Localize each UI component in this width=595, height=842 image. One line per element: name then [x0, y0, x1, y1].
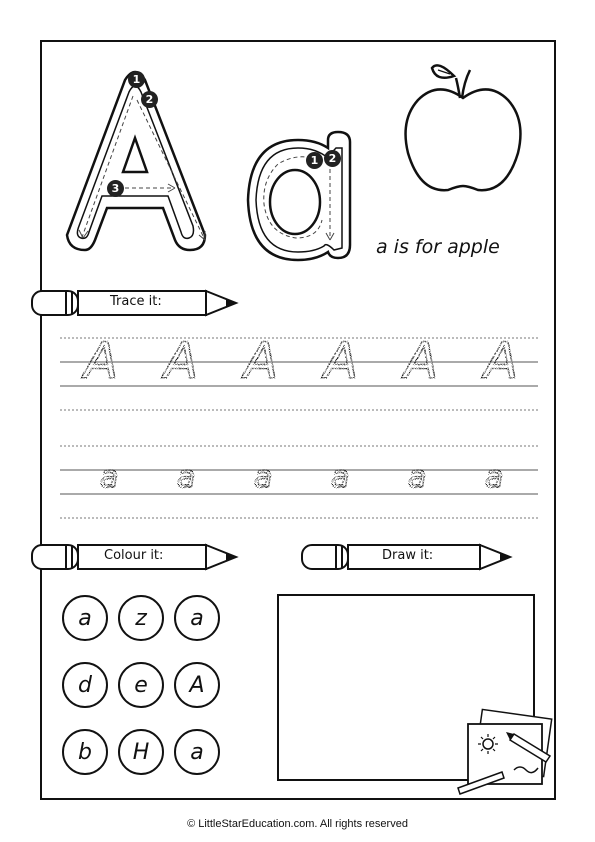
- drawing-paper-icon: [456, 710, 556, 795]
- step-badge: 2: [141, 91, 158, 108]
- trace-row-upper: [84, 332, 524, 392]
- trace-letter[interactable]: a: [177, 460, 196, 495]
- step-badge: 2: [324, 150, 341, 167]
- step-badge: 1: [306, 152, 323, 169]
- lowercase-letter-outline: [238, 130, 358, 265]
- trace-letter[interactable]: a: [485, 460, 504, 495]
- colour-bubble[interactable]: e: [118, 662, 164, 708]
- uppercase-letter-outline: [55, 60, 230, 260]
- colour-bubble[interactable]: a: [62, 595, 108, 641]
- colour-bubble[interactable]: z: [118, 595, 164, 641]
- trace-letter[interactable]: a: [100, 460, 119, 495]
- draw-label: Draw it:: [382, 548, 434, 563]
- apple-icon: [398, 58, 528, 198]
- colour-bubble[interactable]: d: [62, 662, 108, 708]
- colour-bubble[interactable]: H: [118, 729, 164, 775]
- trace-label: Trace it:: [110, 294, 162, 309]
- colour-bubble[interactable]: A: [174, 662, 220, 708]
- trace-letter[interactable]: A: [164, 332, 199, 390]
- copyright-footer: © LittleStarEducation.com. All rights reserved: [187, 818, 408, 830]
- step-badge: 1: [128, 71, 145, 88]
- trace-letter[interactable]: a: [408, 460, 427, 495]
- trace-letter[interactable]: a: [331, 460, 350, 495]
- colour-bubble[interactable]: a: [174, 595, 220, 641]
- colour-bubble[interactable]: a: [174, 729, 220, 775]
- trace-letter[interactable]: A: [84, 332, 119, 390]
- trace-letter[interactable]: A: [404, 332, 439, 390]
- trace-letter[interactable]: A: [324, 332, 359, 390]
- trace-letter[interactable]: A: [244, 332, 279, 390]
- colour-bubble[interactable]: b: [62, 729, 108, 775]
- colour-label: Colour it:: [104, 548, 164, 563]
- step-badge: 3: [107, 180, 124, 197]
- caption: a is for apple: [376, 236, 500, 258]
- trace-letter[interactable]: A: [484, 332, 519, 390]
- trace-row-lower: [100, 460, 540, 500]
- trace-letter[interactable]: a: [254, 460, 273, 495]
